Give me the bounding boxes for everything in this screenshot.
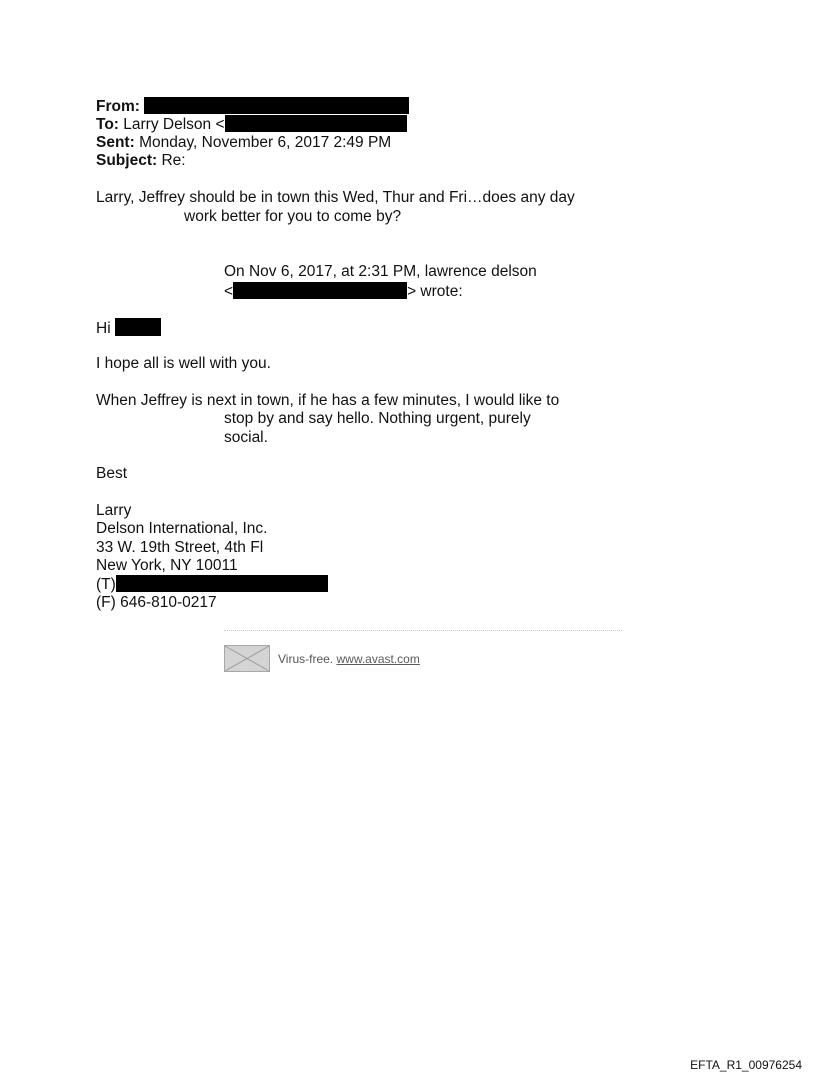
signature-company: Delson International, Inc. [96, 520, 268, 537]
quote-header-line-2 [224, 282, 463, 301]
virus-free-row [278, 652, 420, 666]
sent-row [96, 134, 391, 152]
signature-phone-label: (T) [96, 576, 116, 593]
virus-free-text: Virus-free. [278, 652, 334, 666]
signature-phone-row [96, 575, 328, 594]
subject-value: Re: [161, 152, 186, 169]
sent-label: Sent: [96, 134, 135, 151]
reply-line-2: work better for you to come by? [184, 208, 402, 225]
redaction-to [225, 115, 407, 132]
divider [224, 630, 622, 631]
sent-value: Monday, November 6, 2017 2:49 PM [139, 134, 392, 151]
greeting: Hi [96, 320, 111, 337]
original-p1: I hope all is well with you. [96, 355, 271, 372]
signature-name: Larry [96, 502, 132, 519]
subject-row [96, 152, 186, 170]
quote-header-line-1: On Nov 6, 2017, at 2:31 PM, lawrence delson [224, 263, 537, 280]
original-p2-line-3: social. [224, 429, 268, 446]
to-value: Larry Delson < [123, 116, 225, 133]
redaction-quote-email [233, 282, 407, 299]
original-p2-line-1: When Jeffrey is next in town, if he has a few minutes, I would like to [96, 392, 560, 409]
broken-image-icon [224, 645, 270, 672]
signature-street: 33 W. 19th Street, 4th Fl [96, 539, 264, 556]
subject-label: Subject: [96, 152, 158, 169]
quote-header-prefix: < [224, 283, 234, 300]
closing: Best [96, 465, 128, 482]
redaction-greeting-name [115, 318, 161, 336]
from-row [96, 97, 409, 116]
redaction-from [144, 97, 409, 114]
original-p2-line-2: stop by and say hello. Nothing urgent, purely [224, 410, 531, 427]
to-row [96, 115, 407, 134]
signature-city: New York, NY 10011 [96, 557, 238, 574]
from-label: From: [96, 98, 140, 115]
avast-link[interactable]: www.avast.com [336, 652, 420, 666]
document-id: EFTA_R1_00976254 [690, 1058, 802, 1072]
greeting-row [96, 318, 161, 338]
reply-line-1: Larry, Jeffrey should be in town this Wed, Thur and Fri…does any day [96, 189, 575, 206]
to-label: To: [96, 116, 119, 133]
signature-fax: (F) 646-810-0217 [96, 594, 217, 611]
redaction-phone [116, 575, 328, 592]
quote-header-suffix: > wrote: [407, 283, 463, 300]
